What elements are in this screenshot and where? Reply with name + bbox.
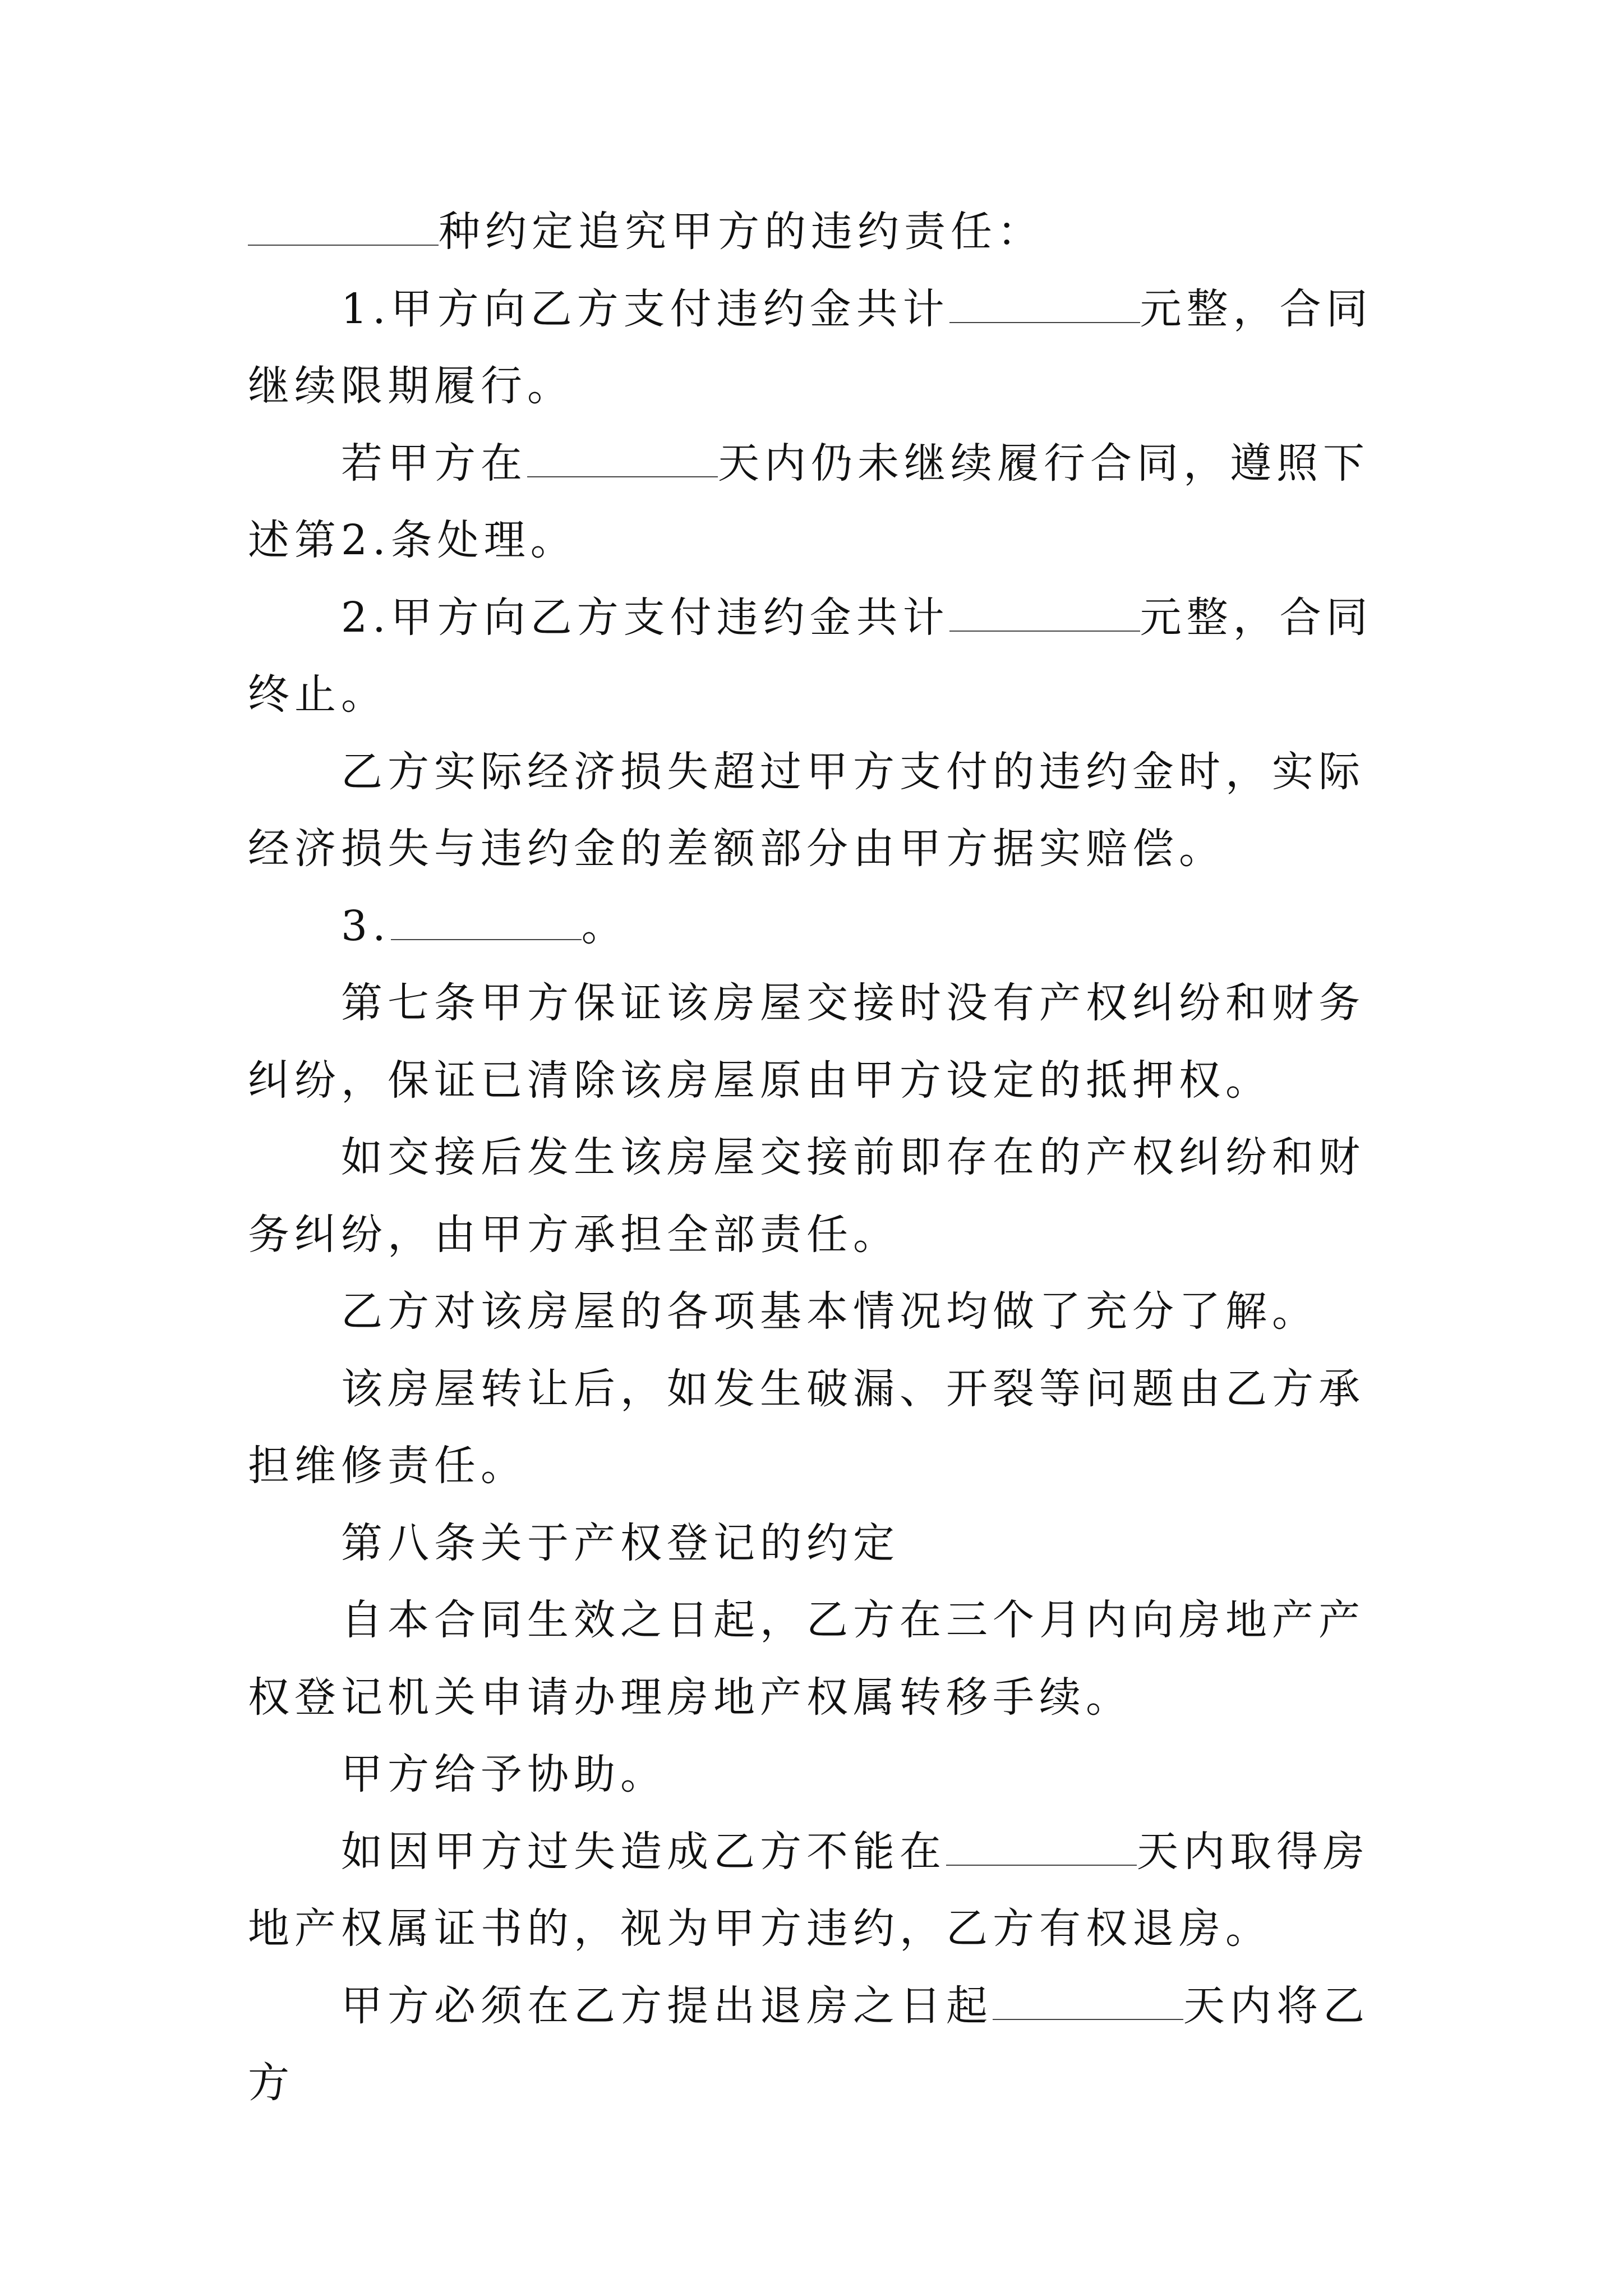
paragraph-6-after: 。 (581, 901, 628, 950)
paragraph-4 (248, 579, 1386, 734)
paragraph-1 (248, 194, 1386, 271)
paragraph-5 (248, 734, 1386, 888)
paragraph-2-before: 1.甲方向乙方支付违约金共计 (341, 284, 949, 333)
paragraph-14 (248, 1814, 1386, 1968)
paragraph-3-after: 天内仍未继续履行合同，遵照下述第2.条处理。 (248, 439, 1370, 564)
paragraph-11-text: 第八条关于产权登记的约定 (341, 1519, 900, 1567)
paragraph-6-before: 3. (341, 901, 391, 950)
paragraph-15 (248, 1968, 1386, 2122)
paragraph-5-text: 乙方实际经济损失超过甲方支付的违约金时，实际经济损失与违约金的差额部分由甲方据实赔偿。 (248, 747, 1365, 873)
paragraph-7 (248, 965, 1386, 1119)
fill-in-blank (391, 902, 582, 940)
fill-in-blank (946, 1828, 1137, 1866)
paragraph-12 (248, 1582, 1386, 1736)
paragraph-9-text: 乙方对该房屋的各项基本情况均做了充分了解。 (341, 1287, 1318, 1336)
paragraph-4-after: 元整，合同终止。 (248, 593, 1373, 719)
fill-in-blank (248, 208, 439, 246)
paragraph-14-before: 如因甲方过失造成乙方不能在 (341, 1827, 946, 1876)
fill-in-blank (949, 285, 1140, 323)
paragraph-8 (248, 1119, 1386, 1273)
paragraph-13-text: 甲方给予协助。 (341, 1750, 667, 1798)
paragraph-12-text: 自本合同生效之日起，乙方在三个月内向房地产产权登记机关申请办理房地产权属转移手续。 (248, 1596, 1365, 1722)
contract-text (248, 194, 1386, 2122)
paragraph-13 (248, 1736, 1386, 1814)
paragraph-7-text: 第七条甲方保证该房屋交接时没有产权纠纷和财务纠纷，保证已清除该房屋原由甲方设定的抵押权。 (248, 979, 1365, 1105)
paragraph-4-before: 2.甲方向乙方支付违约金共计 (341, 593, 949, 642)
paragraph-3 (248, 425, 1386, 579)
paragraph-14-after: 天内取得房地产权属证书的，视为甲方违约，乙方有权退房。 (248, 1827, 1370, 1953)
paragraph-1-after: 种约定追究甲方的违约责任： (439, 208, 1044, 256)
paragraph-15-before: 甲方必须在乙方提出退房之日起 (341, 1981, 993, 2030)
paragraph-9 (248, 1273, 1386, 1351)
paragraph-10-text: 该房屋转让后，如发生破漏、开裂等问题由乙方承担维修责任。 (248, 1364, 1365, 1490)
paragraph-15-after: 天内将乙方 (248, 1981, 1370, 2107)
paragraph-3-before: 若甲方在 (341, 439, 527, 487)
paragraph-10 (248, 1351, 1386, 1505)
paragraph-2-after: 元整，合同继续限期履行。 (248, 284, 1373, 410)
paragraph-2 (248, 271, 1386, 425)
fill-in-blank (527, 439, 718, 477)
fill-in-blank (949, 593, 1140, 632)
fill-in-blank (993, 1982, 1183, 2020)
paragraph-8-text: 如交接后发生该房屋交接前即存在的产权纠纷和财务纠纷，由甲方承担全部责任。 (248, 1133, 1365, 1259)
paragraph-11-article-heading (248, 1505, 1386, 1582)
paragraph-6 (248, 888, 1386, 965)
